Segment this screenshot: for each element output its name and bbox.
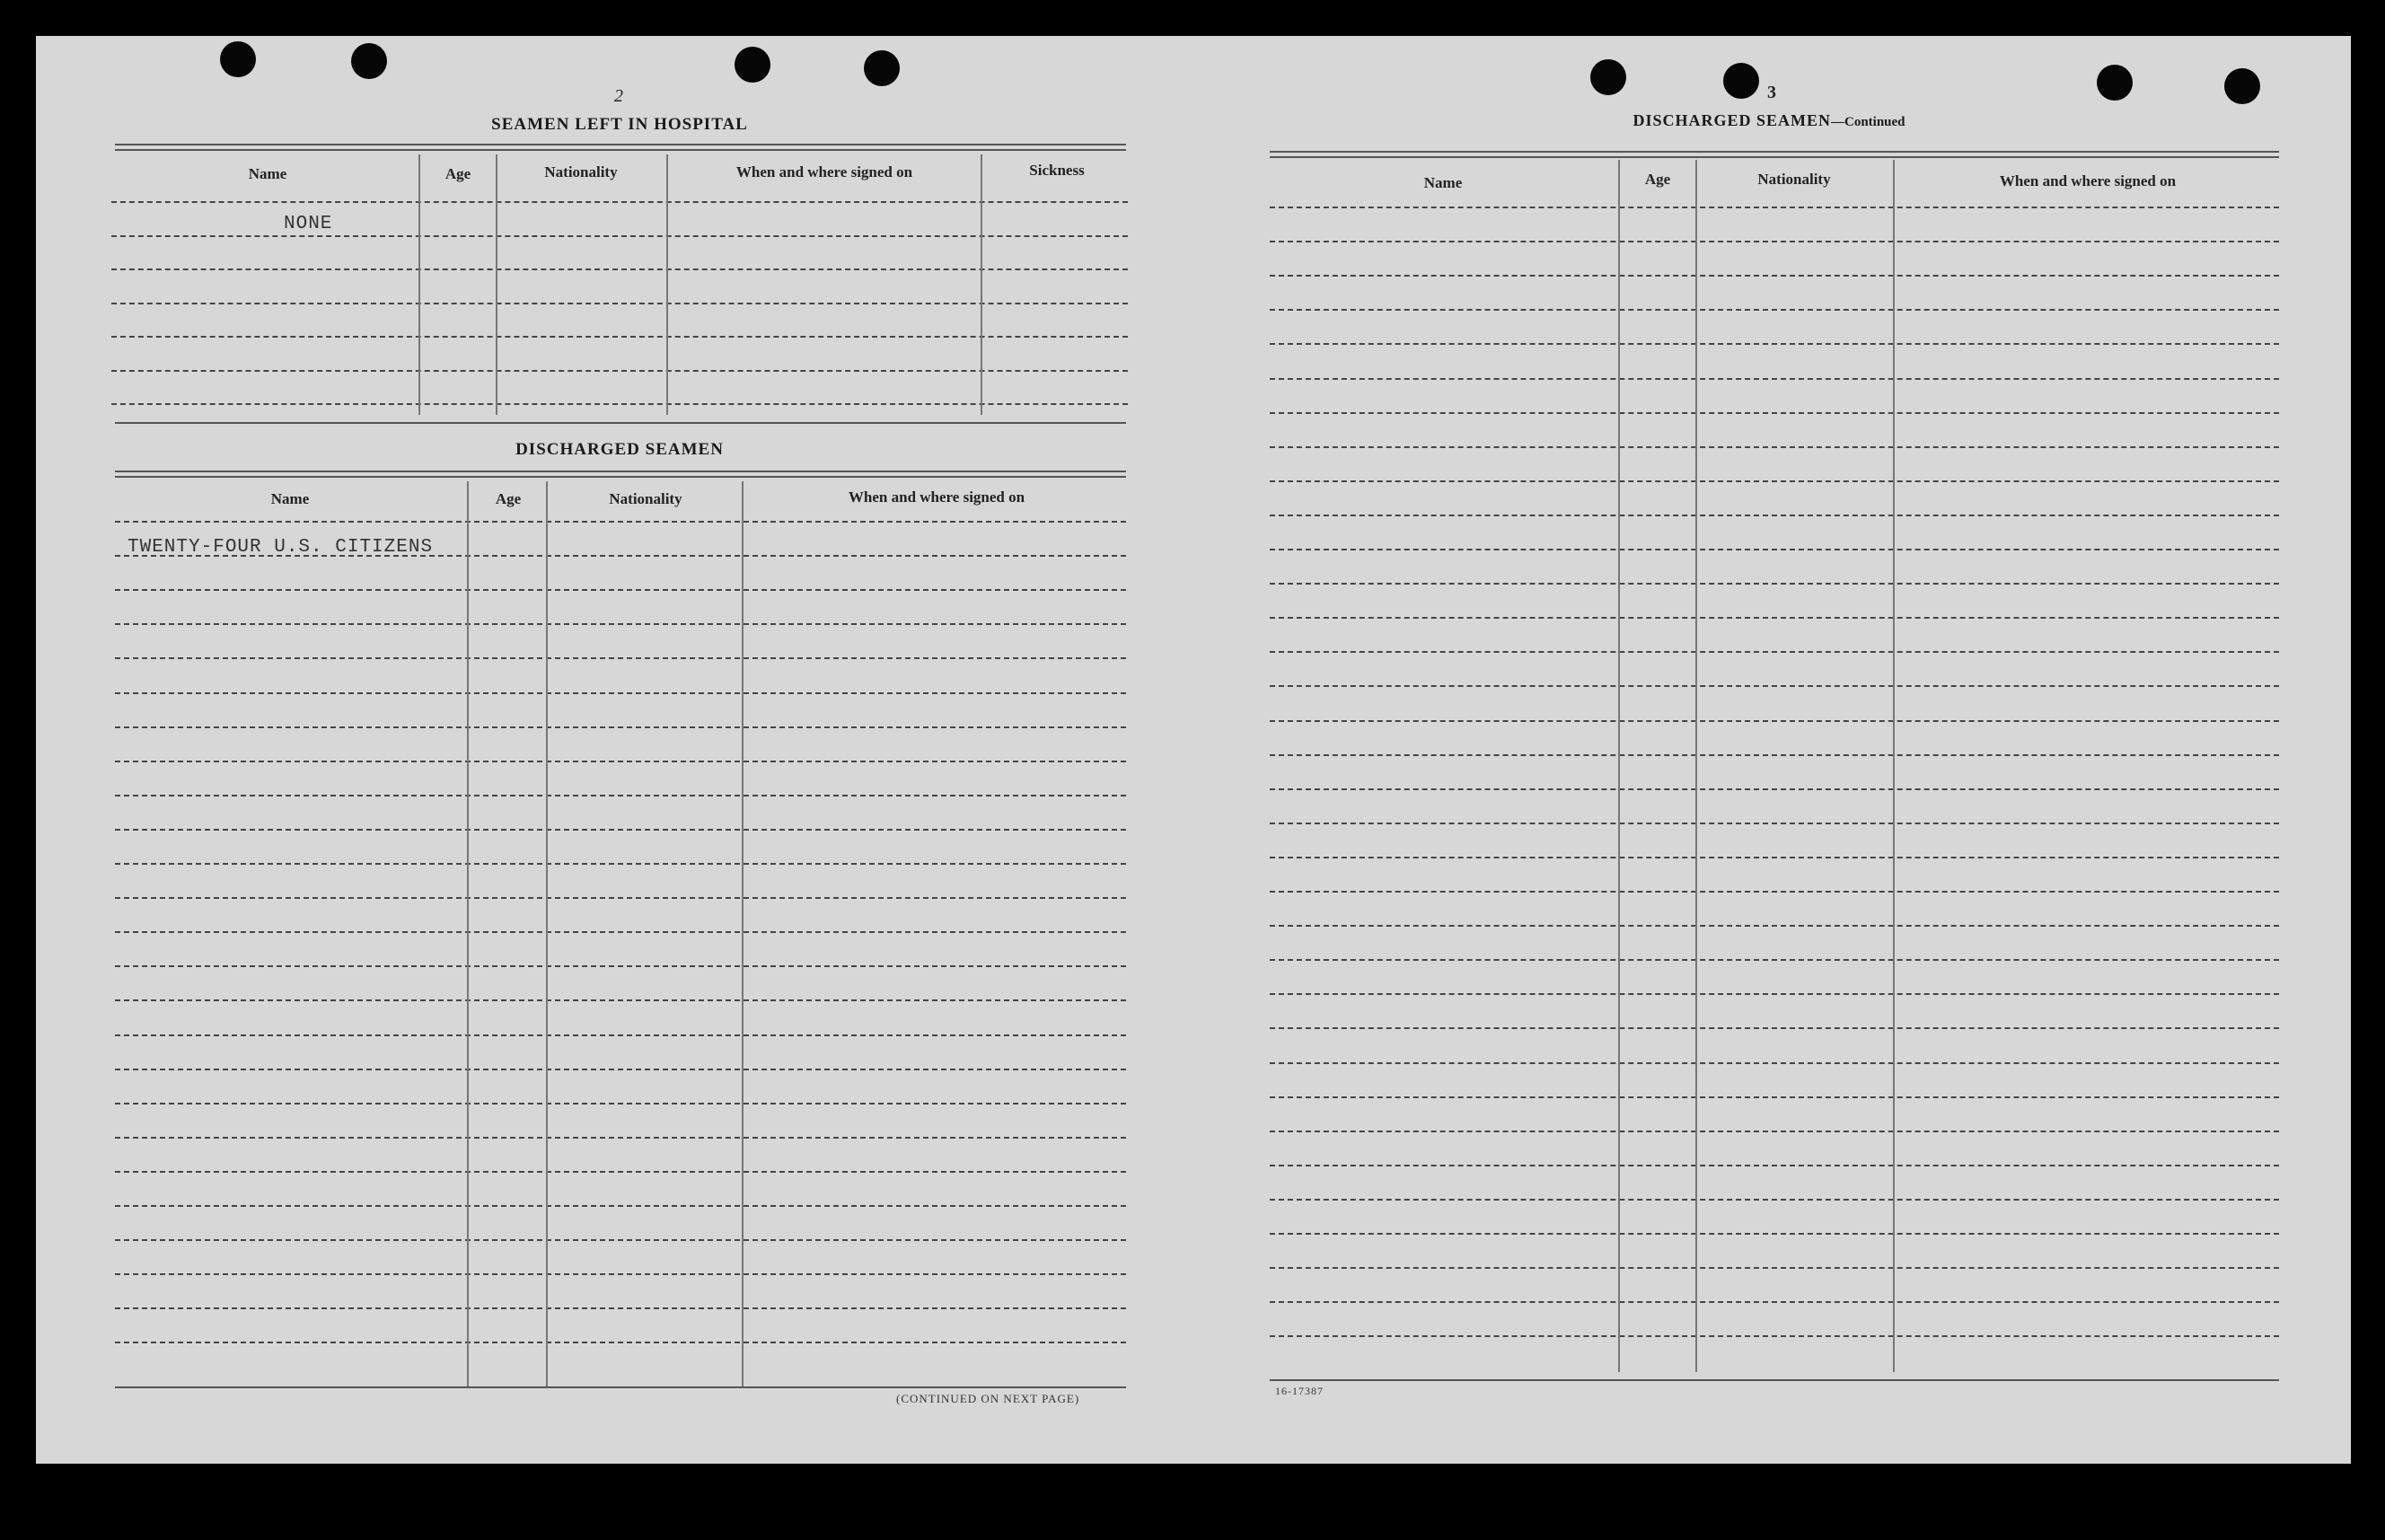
ruled-row-line: [115, 761, 1126, 762]
ruled-row-line: [115, 897, 1126, 899]
column-divider: [1695, 160, 1697, 1372]
discharged-entry: TWENTY-FOUR U.S. CITIZENS: [128, 537, 434, 558]
continued-table-top-rule: [1270, 156, 2279, 158]
ruled-row-line: [1270, 275, 2279, 277]
punch-hole: [351, 43, 387, 79]
ruled-row-line: [115, 1342, 1126, 1343]
ruled-row-line: [115, 863, 1126, 865]
column-header-name: Name: [248, 165, 287, 182]
column-header-age: Age: [495, 490, 522, 507]
hospital-section-title: SEAMEN LEFT IN HOSPITAL: [491, 115, 748, 134]
discharged-table-top-rule: [115, 476, 1126, 478]
continued-table-top-rule: [1270, 151, 2279, 153]
ruled-row-line: [115, 623, 1126, 625]
ruled-row-line: [1270, 1062, 2279, 1064]
ruled-row-line: [115, 521, 1126, 523]
ruled-row-line: [1270, 207, 2279, 208]
page-number-left: 2: [614, 86, 623, 106]
ruled-row-line: [111, 303, 1128, 304]
ruled-row-line: [1270, 1199, 2279, 1201]
ruled-row-line: [1270, 993, 2279, 995]
column-divider: [1618, 160, 1620, 1372]
ruled-row-line: [115, 1137, 1126, 1139]
column-header-nationality: Nationality: [1757, 171, 1831, 188]
column-header-name: Name: [270, 490, 310, 507]
column-header-sickness: Sickness: [1029, 162, 1085, 179]
ruled-row-line: [1270, 1233, 2279, 1235]
ruled-row-line: [115, 965, 1126, 967]
ruled-row-line: [115, 657, 1126, 659]
continued-section-title: [1580, 111, 1958, 130]
continued-footer: (CONTINUED ON NEXT PAGE): [896, 1392, 1080, 1405]
ruled-row-line: [1270, 788, 2279, 790]
ruled-row-line: [1270, 515, 2279, 516]
ruled-row-line: [111, 268, 1128, 270]
ruled-row-line: [115, 829, 1126, 831]
punch-hole: [735, 47, 770, 83]
column-divider: [666, 154, 668, 415]
continued-section-title-suffix: —Continued: [1831, 115, 1905, 129]
ruled-row-line: [1270, 1267, 2279, 1269]
punch-hole: [864, 50, 900, 86]
ruled-row-line: [115, 1171, 1126, 1173]
column-header-signed-on: When and where signed on: [1999, 172, 2177, 189]
ruled-row-line: [1270, 1027, 2279, 1029]
ruled-row-line: [115, 1034, 1126, 1036]
ruled-row-line: [1270, 549, 2279, 550]
column-divider: [1893, 160, 1895, 1372]
ruled-row-line: [1270, 1096, 2279, 1098]
column-header-name: Name: [1423, 174, 1463, 191]
ruled-row-line: [115, 1069, 1126, 1070]
ruled-row-line: [115, 1205, 1126, 1207]
discharged-section-title: DISCHARGED SEAMEN: [515, 440, 724, 459]
ruled-row-line: [115, 589, 1126, 591]
continued-section-title-main: DISCHARGED SEAMEN: [1633, 111, 1831, 129]
ruled-row-line: [1270, 446, 2279, 448]
ruled-row-line: [115, 999, 1126, 1001]
ruled-row-line: [1270, 891, 2279, 893]
ruled-row-line: [1270, 1301, 2279, 1303]
hospital-entry-none: NONE: [284, 214, 333, 234]
column-divider: [496, 154, 497, 415]
ruled-row-line: [1270, 651, 2279, 653]
ruled-row-line: [1270, 857, 2279, 858]
punch-hole: [220, 41, 256, 77]
punch-hole: [2097, 65, 2133, 101]
ruled-row-line: [1270, 412, 2279, 414]
punch-hole: [1723, 63, 1759, 99]
document-paper: [36, 36, 2351, 1464]
continued-table-bottom-rule: [1270, 1379, 2279, 1381]
ruled-row-line: [111, 235, 1128, 237]
ruled-row-line: [111, 370, 1128, 372]
column-header-nationality: Nationality: [609, 490, 682, 507]
discharged-table-top-rule: [115, 471, 1126, 472]
ruled-row-line: [115, 1273, 1126, 1275]
hospital-table-bottom-rule: [115, 422, 1126, 424]
ruled-row-line: [115, 726, 1126, 728]
page-number-right: 3: [1767, 83, 1776, 102]
ruled-row-line: [115, 1239, 1126, 1241]
ruled-row-line: [115, 931, 1126, 933]
ruled-row-line: [115, 1307, 1126, 1309]
column-divider: [742, 481, 744, 1386]
form-number: 16-17387: [1275, 1385, 1324, 1397]
ruled-row-line: [1270, 583, 2279, 585]
ruled-row-line: [1270, 480, 2279, 482]
ruled-row-line: [1270, 1131, 2279, 1132]
ruled-row-line: [111, 201, 1128, 203]
ruled-row-line: [111, 403, 1128, 405]
column-header-age: Age: [444, 165, 471, 182]
column-header-signed-on: When and where signed on: [735, 163, 913, 180]
ruled-row-line: [1270, 1165, 2279, 1166]
ruled-row-line: [115, 795, 1126, 796]
hospital-table-top-rule: [115, 144, 1126, 145]
ruled-row-line: [1270, 378, 2279, 380]
column-header-nationality: Nationality: [544, 163, 618, 180]
ruled-row-line: [115, 692, 1126, 694]
ruled-row-line: [1270, 241, 2279, 242]
ruled-row-line: [1270, 685, 2279, 687]
punch-hole: [1590, 59, 1626, 95]
ruled-row-line: [1270, 959, 2279, 961]
ruled-row-line: [1270, 823, 2279, 824]
column-divider: [418, 154, 420, 415]
column-header-age: Age: [1644, 171, 1671, 188]
ruled-row-line: [1270, 617, 2279, 619]
hospital-table-top-rule: [115, 149, 1126, 151]
column-header-signed-on: When and where signed on: [848, 488, 1025, 506]
ruled-row-line: [1270, 1335, 2279, 1337]
discharged-table-bottom-rule: [115, 1386, 1126, 1388]
column-divider: [981, 154, 982, 415]
column-divider: [467, 481, 469, 1386]
column-divider: [546, 481, 548, 1386]
ruled-row-line: [1270, 754, 2279, 756]
ruled-row-line: [1270, 720, 2279, 722]
ruled-row-line: [1270, 925, 2279, 927]
ruled-row-line: [1270, 343, 2279, 345]
punch-hole: [2224, 68, 2260, 104]
ruled-row-line: [1270, 309, 2279, 311]
ruled-row-line: [115, 555, 1126, 557]
ruled-row-line: [115, 1103, 1126, 1104]
ruled-row-line: [111, 336, 1128, 338]
